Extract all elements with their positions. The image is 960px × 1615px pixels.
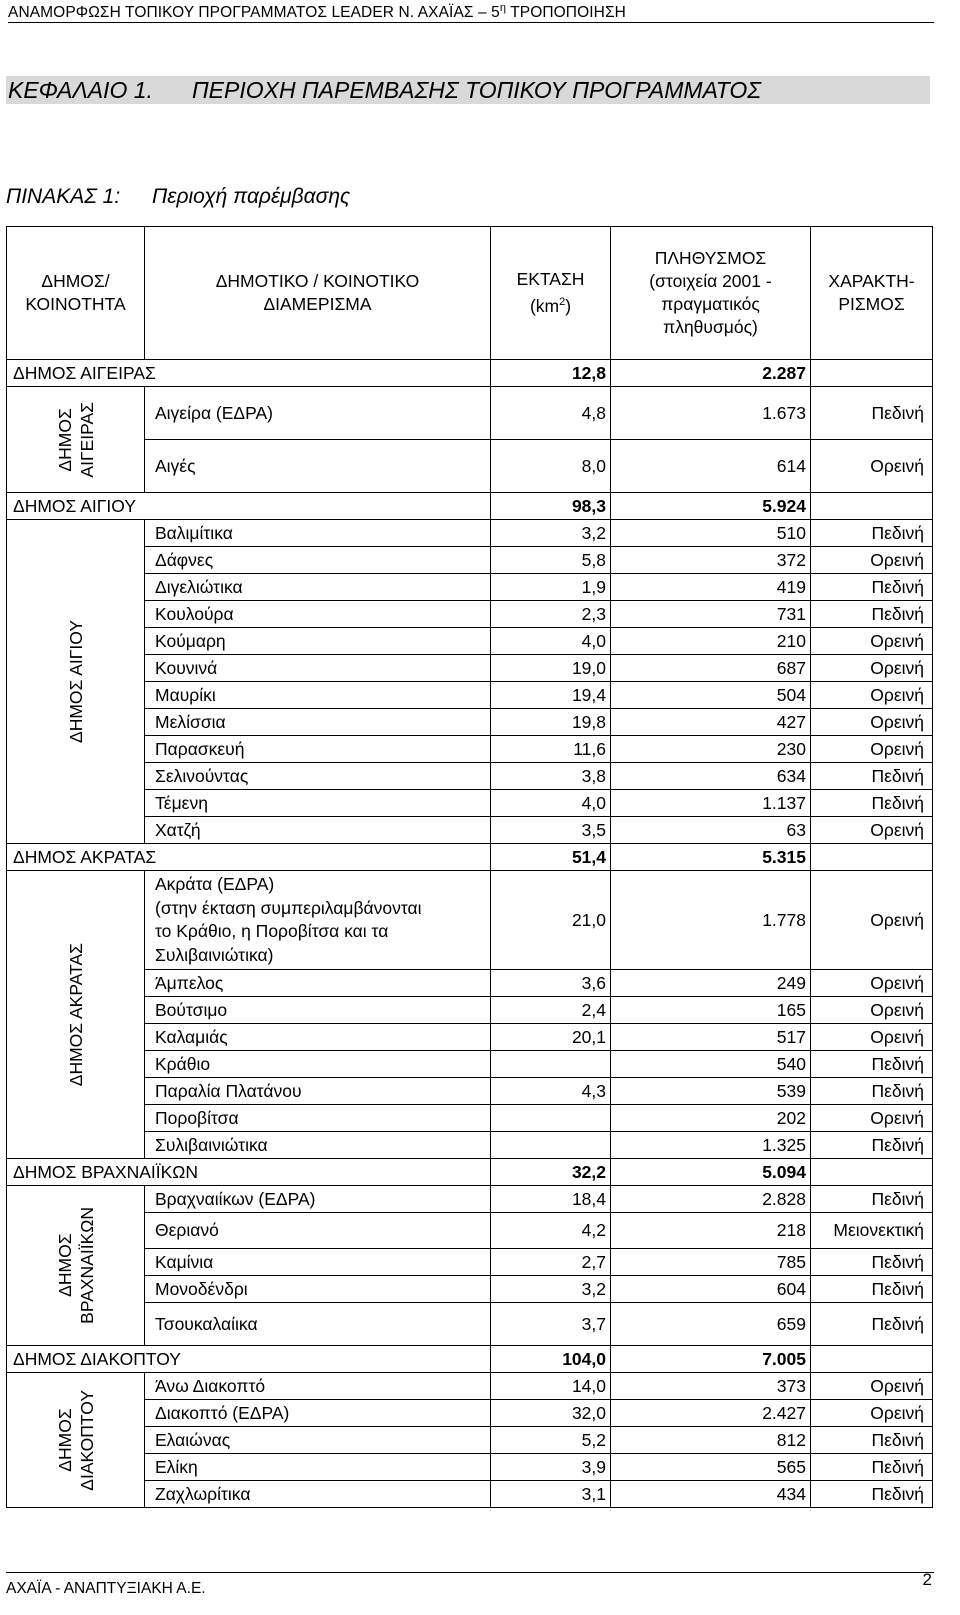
district-population: 249 (611, 970, 811, 997)
district-area: 2,3 (491, 601, 611, 628)
running-title-end: ΤΡΟΠΟΠΟΙΗΣΗ (506, 4, 626, 22)
municipality-area: 32,2 (491, 1159, 611, 1186)
district-name: Άμπελος (145, 970, 491, 997)
district-character: Ορεινή (811, 440, 933, 493)
district-area: 4,2 (491, 1213, 611, 1249)
footer-company: ΑΧΑΪΑ - ΑΝΑΠΤΥΞΙΑΚΗ Α.Ε. (6, 1580, 206, 1597)
district-character: Πεδινή (811, 1051, 933, 1078)
district-name: Διακοπτό (ΕΔΡΑ) (145, 1400, 491, 1427)
municipality-total-row (7, 360, 933, 387)
district-character: Ορεινή (811, 628, 933, 655)
district-population: 614 (611, 440, 811, 493)
municipality-name: ΔΗΜΟΣ ΑΙΓΕΙΡΑΣ (7, 360, 491, 387)
district-area: 19,4 (491, 682, 611, 709)
district-character: Ορεινή (811, 1373, 933, 1400)
district-population: 63 (611, 817, 811, 844)
col-header-area: ΕΚΤΑΣΗ $(km^2)$ (491, 227, 611, 360)
district-row (7, 1186, 933, 1213)
district-population: 540 (611, 1051, 811, 1078)
municipality-population: 5.315 (611, 844, 811, 871)
district-area: 14,0 (491, 1373, 611, 1400)
district-population: 539 (611, 1078, 811, 1105)
district-name: Κράθιο (145, 1051, 491, 1078)
district-row (7, 1024, 933, 1051)
district-population: 504 (611, 682, 811, 709)
municipality-total-row (7, 844, 933, 871)
district-character: Πεδινή (811, 1481, 933, 1508)
district-character: Ορεινή (811, 1400, 933, 1427)
district-area: 20,1 (491, 1024, 611, 1051)
district-area: 5,2 (491, 1427, 611, 1454)
district-population: 565 (611, 1454, 811, 1481)
district-population: 687 (611, 655, 811, 682)
district-name: Τέμενη (145, 790, 491, 817)
district-name: Διγελιώτικα (145, 574, 491, 601)
district-character: Μειονεκτική (811, 1213, 933, 1249)
municipality-area: 12,8 (491, 360, 611, 387)
district-population: 731 (611, 601, 811, 628)
district-population: 510 (611, 520, 811, 547)
district-name: Κούμαρη (145, 628, 491, 655)
district-row (7, 387, 933, 440)
district-name: Ελίκη (145, 1454, 491, 1481)
page-number: 2 (922, 1570, 932, 1589)
district-name: Βαλιμίτικα (145, 520, 491, 547)
district-row (7, 709, 933, 736)
district-population: 1.325 (611, 1132, 811, 1159)
district-character: Ορεινή (811, 655, 933, 682)
district-population: 812 (611, 1427, 811, 1454)
district-character: Ορεινή (811, 547, 933, 574)
district-row (7, 601, 933, 628)
district-character: Πεδινή (811, 1186, 933, 1213)
district-population: 218 (611, 1213, 811, 1249)
district-row (7, 790, 933, 817)
municipality-character (811, 1346, 933, 1373)
district-area: 3,2 (491, 1276, 611, 1303)
municipality-vertical-label: ΔΗΜΟΣ ΒΡΑΧΝΑΙΪΚΩΝ (7, 1186, 145, 1346)
table-caption-title: Περιοχή παρέμβασης (152, 185, 351, 208)
district-name: Καμίνια (145, 1249, 491, 1276)
district-area: 2,4 (491, 997, 611, 1024)
district-name: Δάφνες (145, 547, 491, 574)
municipality-population: 5.094 (611, 1159, 811, 1186)
district-population: 165 (611, 997, 811, 1024)
district-name: Ελαιώνας (145, 1427, 491, 1454)
district-population: 785 (611, 1249, 811, 1276)
district-character: Πεδινή (811, 790, 933, 817)
district-population: 634 (611, 763, 811, 790)
district-name: Συλιβαινιώτικα (145, 1132, 491, 1159)
municipality-total-row (7, 1159, 933, 1186)
table-caption-label: ΠΙΝΑΚΑΣ 1: (6, 185, 121, 208)
district-row (7, 1481, 933, 1508)
footer-rule (6, 1572, 934, 1573)
district-name: Χατζή (145, 817, 491, 844)
district-name: Παρασκευή (145, 736, 491, 763)
district-character: Πεδινή (811, 1276, 933, 1303)
district-character: Ορεινή (811, 682, 933, 709)
district-population: 434 (611, 1481, 811, 1508)
district-row (7, 736, 933, 763)
district-name: Άνω Διακοπτό (145, 1373, 491, 1400)
district-character: Πεδινή (811, 1427, 933, 1454)
district-area: 19,0 (491, 655, 611, 682)
district-name: Παραλία Πλατάνου (145, 1078, 491, 1105)
district-character: Πεδινή (811, 1303, 933, 1346)
district-row (7, 628, 933, 655)
district-area: 2,7 (491, 1249, 611, 1276)
municipality-character (811, 493, 933, 520)
district-row (7, 1276, 933, 1303)
district-row (7, 1373, 933, 1400)
table-header-row (7, 227, 933, 360)
district-name: Μονοδένδρι (145, 1276, 491, 1303)
district-area: 4,8 (491, 387, 611, 440)
district-area (491, 1051, 611, 1078)
district-name: Ποροβίτσα (145, 1105, 491, 1132)
district-row (7, 871, 933, 970)
running-header (8, 2, 626, 22)
district-name: Θεριανό (145, 1213, 491, 1249)
district-name: Ακράτα (ΕΔΡΑ) (στην έκταση συμπεριλαμβάνονται το Κράθιο, η Ποροβίτσα και τα Συλιβαινιώτικα) (145, 871, 491, 970)
district-area: 4,3 (491, 1078, 611, 1105)
district-population: 2.427 (611, 1400, 811, 1427)
district-character: Πεδινή (811, 1454, 933, 1481)
municipality-character (811, 844, 933, 871)
district-name: Σελινούντας (145, 763, 491, 790)
district-population: 372 (611, 547, 811, 574)
district-row (7, 547, 933, 574)
district-character: Πεδινή (811, 1078, 933, 1105)
district-name: Μαυρίκι (145, 682, 491, 709)
district-row (7, 1427, 933, 1454)
chapter-title: ΠΕΡΙΟΧΗ ΠΑΡΕΜΒΑΣΗΣ ΤΟΠΙΚΟΥ ΠΡΟΓΡΑΜΜΑΤΟΣ (192, 77, 762, 103)
district-character: Ορεινή (811, 1024, 933, 1051)
district-area: 32,0 (491, 1400, 611, 1427)
municipality-population: 5.924 (611, 493, 811, 520)
district-row (7, 763, 933, 790)
district-population: 419 (611, 574, 811, 601)
district-row (7, 1249, 933, 1276)
district-row (7, 1078, 933, 1105)
district-character: Ορεινή (811, 817, 933, 844)
table-caption (6, 185, 350, 209)
district-character: Πεδινή (811, 1132, 933, 1159)
district-area: 4,0 (491, 628, 611, 655)
municipality-population: 2.287 (611, 360, 811, 387)
district-area: 4,0 (491, 790, 611, 817)
district-row (7, 1105, 933, 1132)
district-population: 2.828 (611, 1186, 811, 1213)
district-name: Βούτσιμο (145, 997, 491, 1024)
district-area: 18,4 (491, 1186, 611, 1213)
col-header-character: ΧΑΡΑΚΤΗ- ΡΙΣΜΟΣ (811, 227, 933, 360)
district-character: Πεδινή (811, 601, 933, 628)
district-row (7, 574, 933, 601)
running-title-sup: η (499, 2, 507, 14)
district-population: 604 (611, 1276, 811, 1303)
municipality-area: 104,0 (491, 1346, 611, 1373)
district-population: 1.778 (611, 871, 811, 970)
district-row (7, 817, 933, 844)
district-character: Ορεινή (811, 1105, 933, 1132)
municipality-total-row (7, 1346, 933, 1373)
district-character: Ορεινή (811, 871, 933, 970)
chapter-heading (6, 76, 930, 104)
col-header-municipality: ΔΗΜΟΣ/ ΚΟΙΝΟΤΗΤΑ (7, 227, 145, 360)
municipality-population: 7.005 (611, 1346, 811, 1373)
district-area (491, 1132, 611, 1159)
district-area: 3,6 (491, 970, 611, 997)
district-character: Πεδινή (811, 574, 933, 601)
municipality-name: ΔΗΜΟΣ ΒΡΑΧΝΑΙΪΚΩΝ (7, 1159, 491, 1186)
district-row (7, 520, 933, 547)
district-character: Ορεινή (811, 970, 933, 997)
municipality-name: ΔΗΜΟΣ ΔΙΑΚΟΠΤΟΥ (7, 1346, 491, 1373)
district-row (7, 1213, 933, 1249)
district-character: Πεδινή (811, 1249, 933, 1276)
municipality-vertical-label: ΔΗΜΟΣ ΔΙΑΚΟΠΤΟΥ (7, 1373, 145, 1508)
municipality-vertical-label: ΔΗΜΟΣ ΑΚΡΑΤΑΣ (7, 871, 145, 1159)
district-area: 3,5 (491, 817, 611, 844)
district-population: 373 (611, 1373, 811, 1400)
header-rule (8, 22, 934, 23)
table-body (7, 360, 933, 1508)
district-area: 1,9 (491, 574, 611, 601)
district-name: Αιγείρα (ΕΔΡΑ) (145, 387, 491, 440)
district-name: Καλαμιάς (145, 1024, 491, 1051)
municipality-area: 51,4 (491, 844, 611, 871)
district-area: 8,0 (491, 440, 611, 493)
district-area: 5,8 (491, 547, 611, 574)
district-name: Τσουκαλαίικα (145, 1303, 491, 1346)
municipality-area: 98,3 (491, 493, 611, 520)
district-row (7, 1132, 933, 1159)
district-row (7, 440, 933, 493)
district-population: 427 (611, 709, 811, 736)
district-population: 202 (611, 1105, 811, 1132)
district-name: Αιγές (145, 440, 491, 493)
municipality-name: ΔΗΜΟΣ ΑΚΡΑΤΑΣ (7, 844, 491, 871)
district-row (7, 682, 933, 709)
col-header-district: ΔΗΜΟΤΙΚΟ / ΚΟΙΝΟΤΙΚΟ ΔΙΑΜΕΡΙΣΜΑ (145, 227, 491, 360)
district-area: 3,9 (491, 1454, 611, 1481)
district-name: Κουνινά (145, 655, 491, 682)
district-name: Μελίσσια (145, 709, 491, 736)
district-row (7, 970, 933, 997)
municipality-character (811, 1159, 933, 1186)
municipality-character (811, 360, 933, 387)
district-area: 19,8 (491, 709, 611, 736)
district-area: 3,8 (491, 763, 611, 790)
district-area: 3,1 (491, 1481, 611, 1508)
district-character: Ορεινή (811, 736, 933, 763)
district-name: Ζαχλωρίτικα (145, 1481, 491, 1508)
district-population: 1.137 (611, 790, 811, 817)
district-row (7, 655, 933, 682)
municipality-total-row (7, 493, 933, 520)
running-title: ΑΝΑΜΟΡΦΩΣΗ ΤΟΠΙΚΟΥ ΠΡΟΓΡΑΜΜΑΤΟΣ LEADER Ν. ΑΧΑΪΑΣ – 5 (8, 4, 500, 22)
municipality-vertical-label: ΔΗΜΟΣ ΑΙΓΙΟΥ (7, 520, 145, 844)
district-row (7, 1051, 933, 1078)
district-area (491, 1105, 611, 1132)
municipality-vertical-label: ΔΗΜΟΣ ΑΙΓΕΙΡΑΣ (7, 387, 145, 493)
district-population: 230 (611, 736, 811, 763)
area-table (6, 226, 933, 1508)
district-population: 659 (611, 1303, 811, 1346)
district-name: Κουλούρα (145, 601, 491, 628)
col-header-population: ΠΛΗΘΥΣΜΟΣ (στοιχεία 2001 - πραγματικός πληθυσμός) (611, 227, 811, 360)
district-area: 21,0 (491, 871, 611, 970)
district-row (7, 1454, 933, 1481)
district-character: Ορεινή (811, 997, 933, 1024)
district-area: 11,6 (491, 736, 611, 763)
district-area: 3,2 (491, 520, 611, 547)
district-population: 517 (611, 1024, 811, 1051)
district-character: Πεδινή (811, 520, 933, 547)
district-population: 1.673 (611, 387, 811, 440)
chapter-number: ΚΕΦΑΛΑΙΟ 1. (8, 77, 153, 103)
district-population: 210 (611, 628, 811, 655)
district-row (7, 997, 933, 1024)
district-character: Πεδινή (811, 763, 933, 790)
district-character: Πεδινή (811, 387, 933, 440)
district-row (7, 1400, 933, 1427)
district-area: 3,7 (491, 1303, 611, 1346)
district-character: Ορεινή (811, 709, 933, 736)
district-row (7, 1303, 933, 1346)
municipality-name: ΔΗΜΟΣ ΑΙΓΙΟΥ (7, 493, 491, 520)
district-name: Βραχναιίκων (ΕΔΡΑ) (145, 1186, 491, 1213)
